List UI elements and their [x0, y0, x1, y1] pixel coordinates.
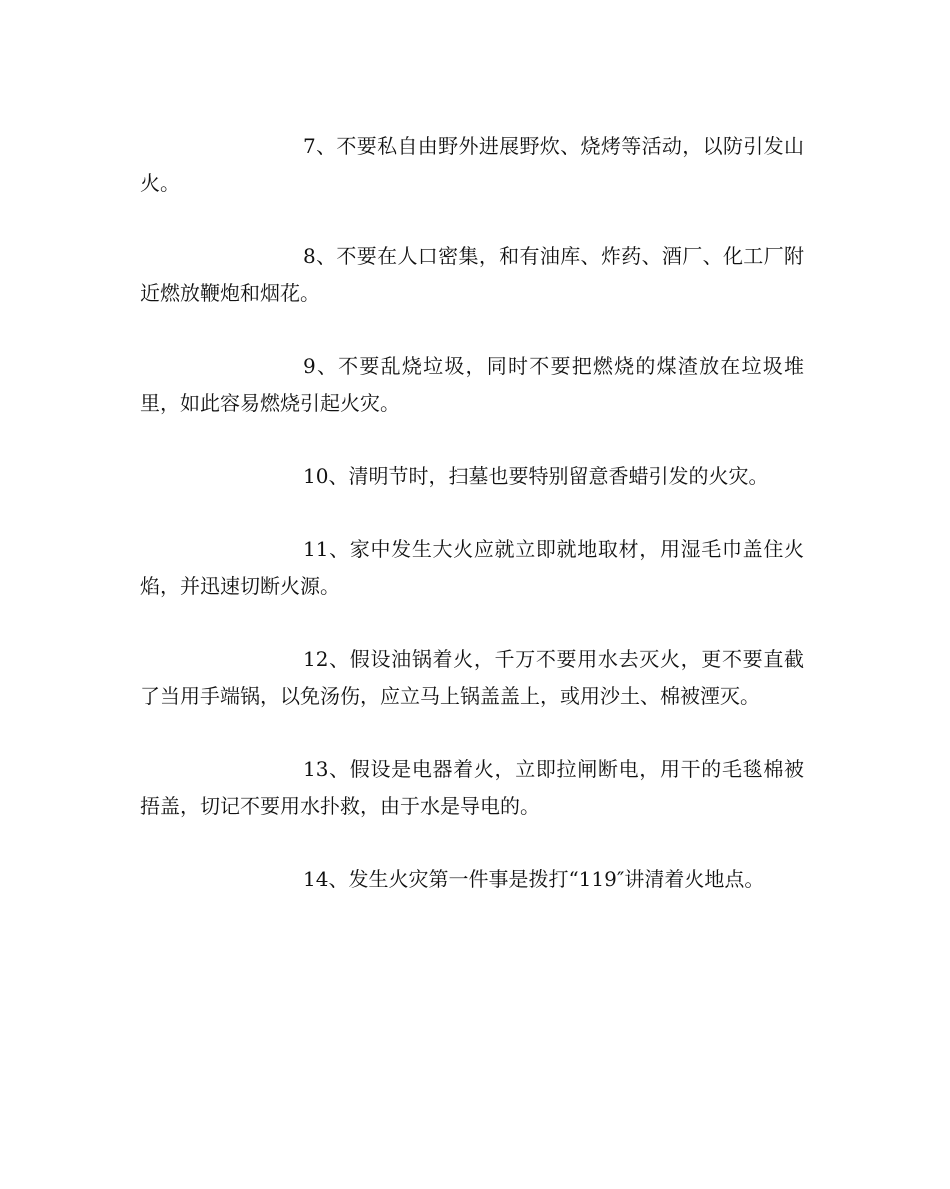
paragraph-item-8: 8、不要在人口密集，和有油库、炸药、酒厂、化工厂附近燃放鞭炮和烟花。 [140, 244, 804, 305]
paragraph-item-7: 7、不要私自由野外进展野炊、烧烤等活动，以防引发山火。 [140, 134, 804, 195]
paragraph-item-14: 14、发生火灾第一件事是拨打“119″讲清着火地点。 [303, 867, 765, 891]
paragraph-item-11: 11、家中发生大火应就立即就地取材，用湿毛巾盖住火焰，并迅速切断火源。 [140, 537, 804, 598]
paragraph-item-13: 13、假设是电器着火，立即拉闸断电，用干的毛毯棉被捂盖，切记不要用水扑救，由于水是导电的。 [140, 757, 804, 818]
paragraph-item-9: 9、不要乱烧垃圾，同时不要把燃烧的煤渣放在垃圾堆里，如此容易燃烧引起火灾。 [140, 354, 804, 415]
paragraph-item-12: 12、假设油锅着火，千万不要用水去灭火，更不要直截了当用手端锅，以免汤伤，应立马上锅盖盖上，或用沙土、棉被湮灭。 [140, 647, 804, 708]
document-body [140, 128, 804, 934]
paragraph-item-10: 10、清明节时，扫墓也要特别留意香蜡引发的火灾。 [303, 464, 769, 488]
